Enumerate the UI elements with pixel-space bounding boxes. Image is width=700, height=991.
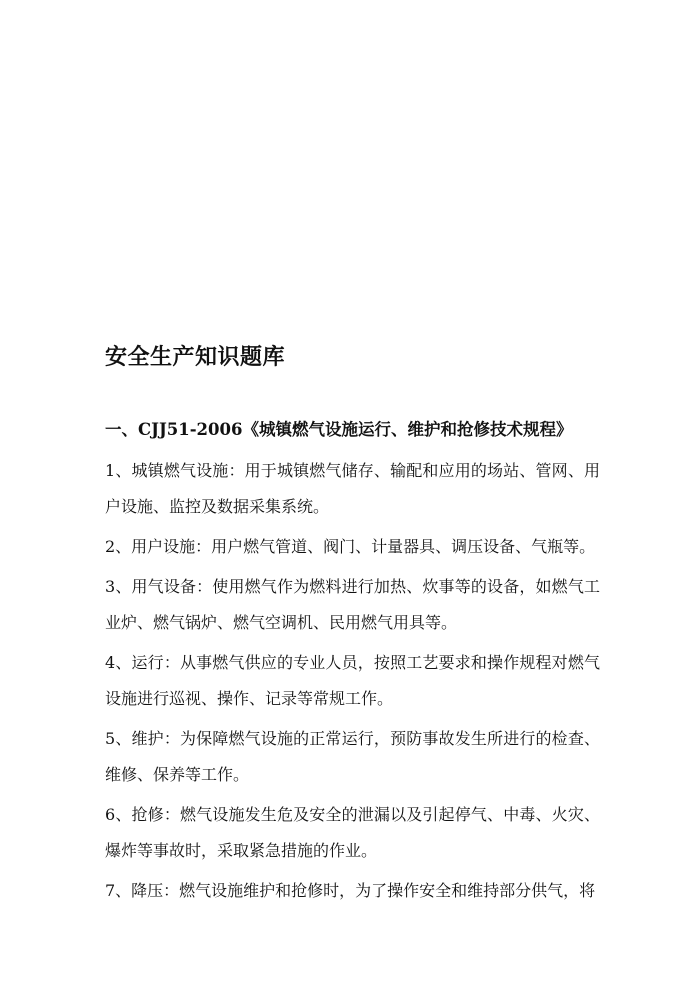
definition-item: 2、用户设施：用户燃气管道、阀门、计量器具、调压设备、气瓶等。 [105,537,596,556]
definition-item: 7、降压：燃气设施维护和抢修时，为了操作安全和维持部分供气，将 [105,881,596,900]
page-title: 安全生产知识题库 [105,344,286,370]
definition-item: 6、抢修：燃气设施发生危及安全的泄漏以及引起停气、中毒、火灾、爆炸等事故时，采取紧急措施的作业。 [105,805,600,860]
definition-list [105,453,600,913]
definition-item: 1、城镇燃气设施：用于城镇燃气储存、输配和应用的场站、管网、用户设施、监控及数据采集系统。 [105,461,600,516]
section-heading: 一、CJJ51-2006《城镇燃气设施运行、维护和抢修技术规程》 [105,420,573,439]
definition-item: 4、运行：从事燃气供应的专业人员，按照工艺要求和操作规程对燃气设施进行巡视、操作、记录等常规工作。 [105,653,600,708]
definition-item: 3、用气设备：使用燃气作为燃料进行加热、炊事等的设备，如燃气工业炉、燃气锅炉、燃气空调机、民用燃气用具等。 [105,577,600,632]
definition-item: 5、维护：为保障燃气设施的正常运行，预防事故发生所进行的检查、维修、保养等工作。 [105,729,600,784]
